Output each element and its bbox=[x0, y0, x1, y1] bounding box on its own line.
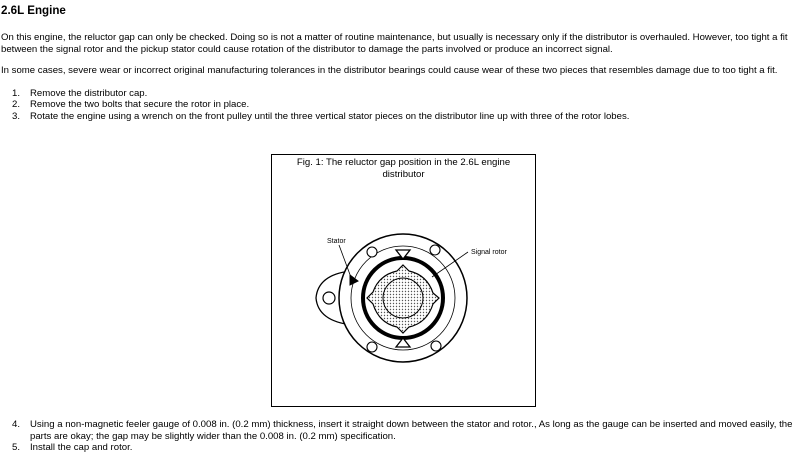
distributor-diagram bbox=[272, 155, 535, 406]
signal-rotor-label: Signal rotor bbox=[471, 249, 507, 256]
bolt-hole-top-left bbox=[367, 247, 377, 257]
list-item bbox=[1, 88, 799, 100]
list-item bbox=[1, 442, 799, 454]
steps-list-continued bbox=[1, 419, 799, 454]
bolt-hole-bottom-left bbox=[367, 342, 377, 352]
step-number: 3. bbox=[12, 110, 21, 122]
list-item bbox=[1, 419, 799, 442]
figure-box bbox=[271, 154, 536, 407]
list-item bbox=[1, 111, 799, 123]
step-number: 2. bbox=[12, 99, 21, 110]
paragraph-1: On this engine, the reluctor gap can only be checked. Doing so is not a matter of routine maintenance, but usually is necessary only if the distributor is overhauled. However, too tight a fit between the signal rotor and the pickup stator could cause rotation of the distributor to damage the parts involved or produce an incorrect signal. bbox=[1, 32, 788, 55]
step-number: 1. bbox=[12, 87, 21, 99]
list-item bbox=[1, 99, 799, 111]
bolt-hole-top-right bbox=[430, 245, 440, 255]
step-text: Remove the distributor cap. bbox=[30, 87, 148, 99]
step-text: Using a non-magnetic feeler gauge of 0.008 in. (0.2 mm) thickness, insert it straight down between the stator and rotor., As long as the gauge can be inserted and moved easily, the parts are okay; the gap may be slightly wider than the 0.008 in. (0.2 mm) specification. bbox=[30, 419, 793, 442]
step-text: Install the cap and rotor. bbox=[30, 442, 133, 453]
figure-caption: Fig. 1: The reluctor gap position in the 2.6L engine distributor bbox=[296, 157, 511, 180]
steps-list bbox=[1, 88, 799, 123]
stator-label: Stator bbox=[327, 238, 346, 245]
paragraph-2: In some cases, severe wear or incorrect original manufacturing tolerances in the distributor bearings could cause wear of these two pieces that resembles damage due to too tight a fit. bbox=[1, 65, 778, 76]
step-text: Rotate the engine using a wrench on the front pulley until the three vertical stator pieces on the distributor line up with three of the rotor lobes. bbox=[30, 110, 630, 122]
rotor-shaft bbox=[383, 278, 423, 318]
article bbox=[1, 0, 799, 122]
step-text: Remove the two bolts that secure the rotor in place. bbox=[30, 99, 250, 110]
step-number: 5. bbox=[12, 442, 21, 453]
step-number: 4. bbox=[12, 419, 21, 430]
page-title: 2.6L Engine bbox=[1, 4, 66, 17]
ear-bolt-hole bbox=[323, 292, 335, 304]
bolt-hole-bottom-right bbox=[431, 341, 441, 351]
